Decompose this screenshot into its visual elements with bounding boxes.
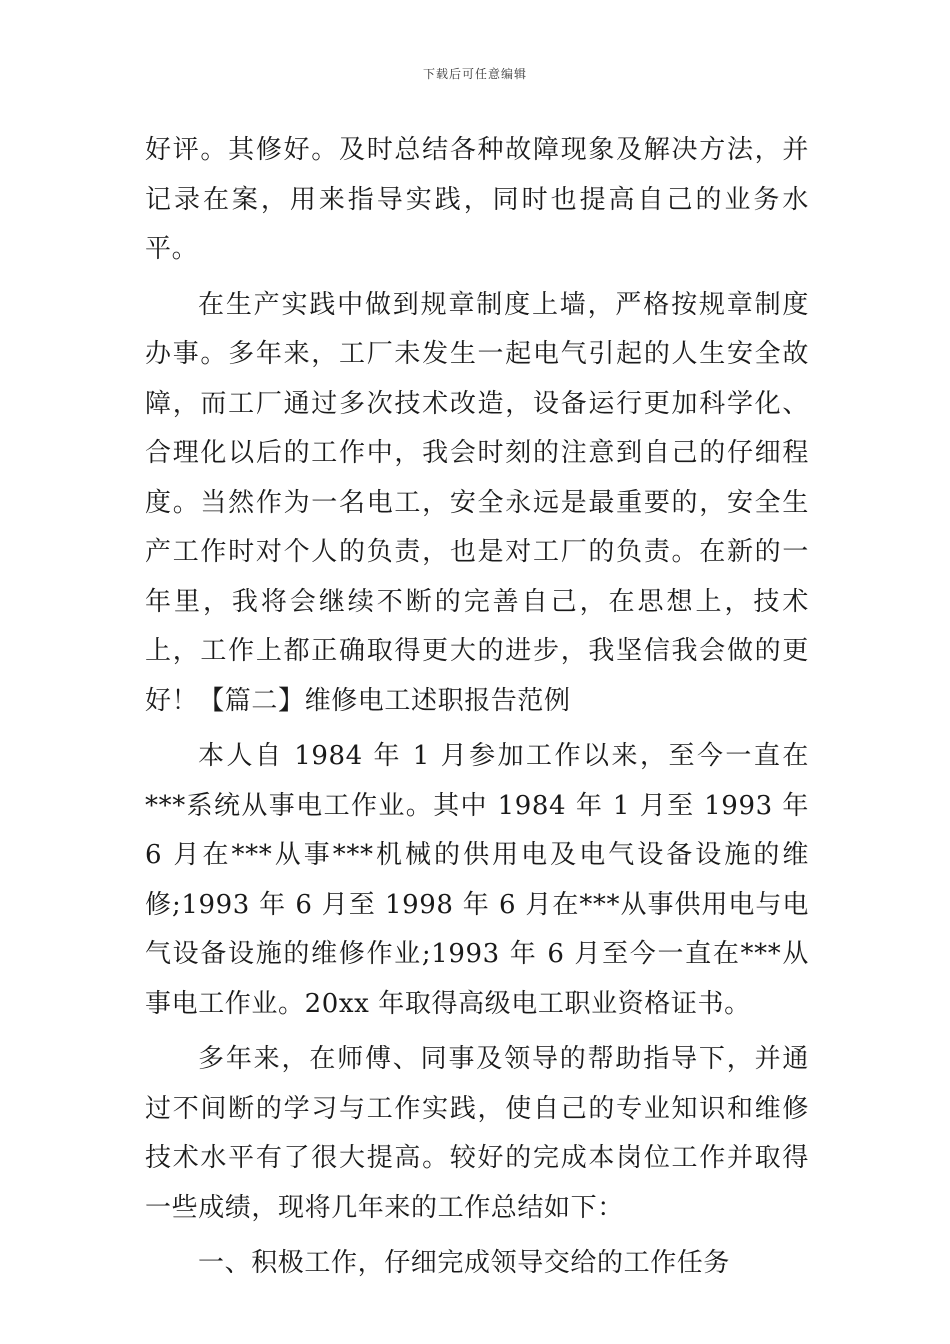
document-body — [145, 126, 809, 1289]
page-header: 下载后可任意编辑 — [422, 67, 527, 81]
paragraph-2: 在生产实践中做到规章制度上墙，严格按规章制度办事。多年来，工厂未发生一起电气引起的人生安全故障，而工厂通过多次技术改造，设备运行更加科学化、合理化以后的工作中，我会时刻的注意到自己的仔细程度。当然作为一名电工，安全永远是最重要的，安全生产工作时对个人的负责，也是对工厂的负责。在新的一年里，我将会继续不断的完善自己，在思想上，技术上，工作上都正确取得更大的进步，我坚信我会做的更好！【篇二】维修电工述职报告范例 — [145, 289, 809, 716]
paragraph-4: 多年来，在师傅、同事及领导的帮助指导下，并通过不间断的学习与工作实践，使自己的专业知识和维修技术水平有了很大提高。较好的完成本岗位工作并取得一些成绩，现将几年来的工作总结如下： — [145, 1044, 809, 1223]
paragraph-1: 好评。其修好。及时总结各种故障现象及解决方法，并记录在案，用来指导实践，同时也提高自己的业务水平。 — [145, 135, 809, 264]
paragraph-3: 本人自 1984 年 1 月参加工作以来，至今一直在***系统从事电工作业。其中 1984 年 1 月至 1993 年 6 月在***从事***机械的供用电及电气设备设施的维修;1993 年 6 月至 1998 年 6 月在***从事供用电与电气设备设施的维修作业;1993 年 6 月至今一直在***从事电工作业。20xx 年取得高级电工职业资格证书。 — [145, 741, 809, 1019]
section-heading-1: 一、积极工作，仔细完成领导交给的工作任务 — [198, 1248, 731, 1278]
